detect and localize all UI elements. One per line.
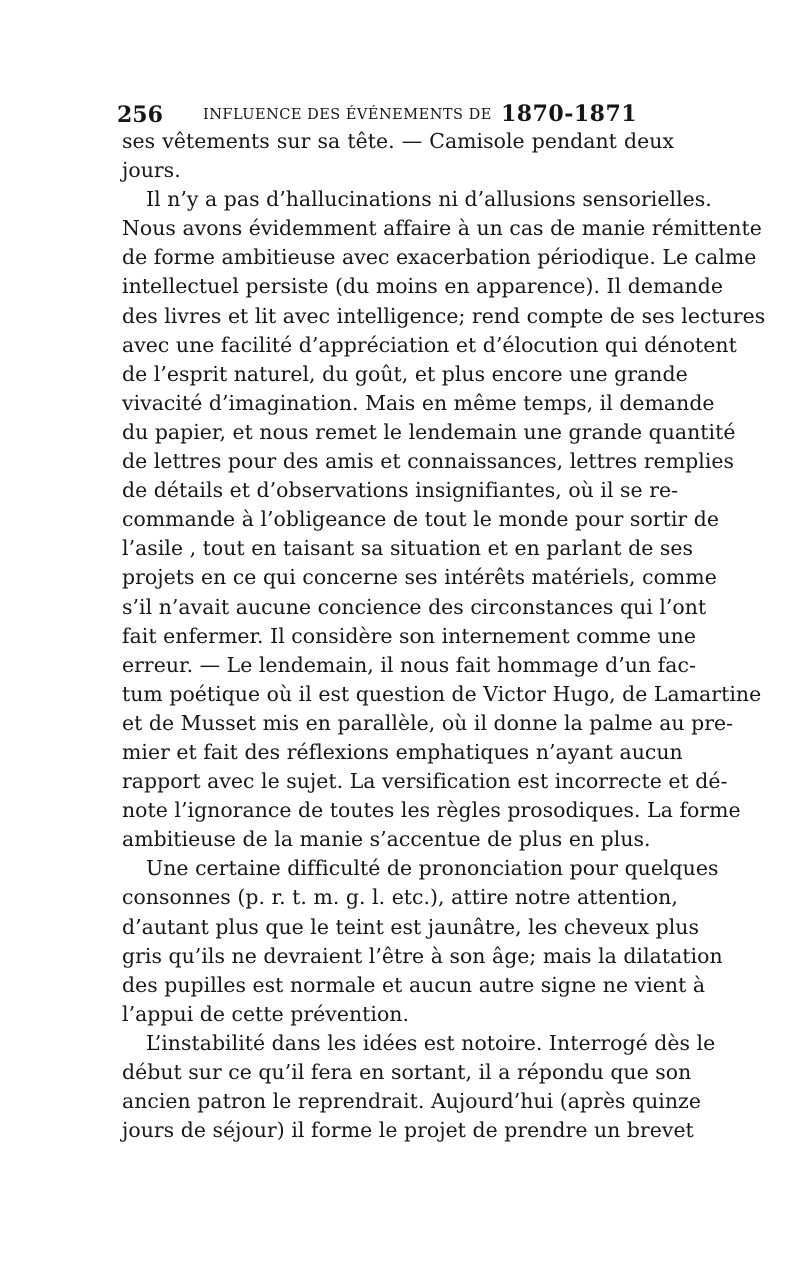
paragraph: [122, 185, 766, 854]
text-line: ambitieuse de la manie s’accentue de plus en plus.: [122, 827, 651, 852]
text-line: Nous avons évidemment affaire à un cas de manie rémittente: [122, 216, 762, 241]
text-line: Une certaine difficulté de prononciation pour quelques: [146, 856, 719, 881]
running-title: INFLUENCE DES ÉVÉNEMENTS DE: [203, 107, 492, 123]
text-line: de lettres pour des amis et connaissances, lettres remplies: [122, 449, 735, 474]
text-line: mier et fait des réflexions emphatiques n’ayant aucun: [122, 739, 683, 764]
paragraph: [122, 1029, 716, 1145]
text-line: d’autant plus que le teint est jaunâtre, les cheveux plus: [122, 914, 699, 939]
text-line: des pupilles est normale et aucun autre signe ne vient à: [122, 972, 706, 997]
text-line: du papier, et nous remet le lendemain une grande quantité: [122, 419, 736, 444]
text-line: ses vêtements sur sa tête. — Camisole pendant deux: [122, 129, 674, 153]
text-line: intellectuel persiste (du moins en apparence). Il demande: [122, 274, 723, 299]
text-line: vivacité d’imagination. Mais en même temps, il demande: [122, 390, 715, 415]
text-line: consonnes (p. r. t. m. g. l. etc.), attire notre attention,: [122, 885, 678, 910]
paragraph: [122, 127, 674, 185]
text-line: jours.: [122, 158, 181, 183]
text-line: commande à l’obligeance de tout le monde pour sortir de: [122, 507, 719, 532]
page-number: 256: [117, 102, 163, 128]
text-line: l’asile , tout en taisant sa situation et en parlant de ses: [122, 536, 694, 561]
text-line: début sur ce qu’il fera en sortant, il a répondu que son: [122, 1060, 692, 1084]
text-line: note l’ignorance de toutes les règles prosodiques. La forme: [122, 798, 741, 823]
text-line: gris qu’ils ne devraient l’être à son âge; mais la dilatation: [122, 943, 723, 968]
text-line: L’instabilité dans les idées est notoire. Interrogé dès le: [146, 1030, 716, 1055]
text-line: erreur. — Le lendemain, il nous fait hommage d’un fac-: [122, 652, 696, 677]
text-line: jours de séjour) il forme le projet de prendre un brevet: [122, 1118, 694, 1143]
running-title-years: 1870-1871: [501, 101, 638, 127]
text-line: des livres et lit avec intelligence; rend compte de ses lectures: [122, 303, 766, 328]
text-line: l’appui de cette prévention.: [122, 1001, 410, 1026]
text-line: avec une facilité d’appréciation et d’élocution qui dénotent: [122, 332, 737, 357]
text-line: de l’esprit naturel, du goût, et plus encore une grande: [122, 361, 688, 386]
text-line: fait enfermer. Il considère son internement comme une: [122, 623, 696, 648]
text-line: projets en ce qui concerne ses intérêts matériels, comme: [122, 565, 717, 590]
text-line: et de Musset mis en parallèle, où il donne la palme au pre-: [122, 710, 734, 735]
text-line: tum poétique où il est question de Victor Hugo, de Lamartine: [122, 681, 762, 706]
text-line: de forme ambitieuse avec exacerbation périodique. Le calme: [122, 245, 757, 270]
text-line: de détails et d’observations insignifiantes, où il se re-: [122, 478, 679, 503]
paragraph: [122, 854, 723, 1029]
text-line: rapport avec le sujet. La versification est incorrecte et dé-: [122, 769, 728, 794]
text-line: Il n’y a pas d’hallucinations ni d’allusions sensorielles.: [146, 187, 712, 212]
body-text: [122, 127, 766, 1145]
text-line: ancien patron le reprendrait. Aujourd’hui (après quinze: [122, 1089, 701, 1114]
text-line: s’il n’avait aucune concience des circonstances qui l’ont: [122, 594, 707, 619]
